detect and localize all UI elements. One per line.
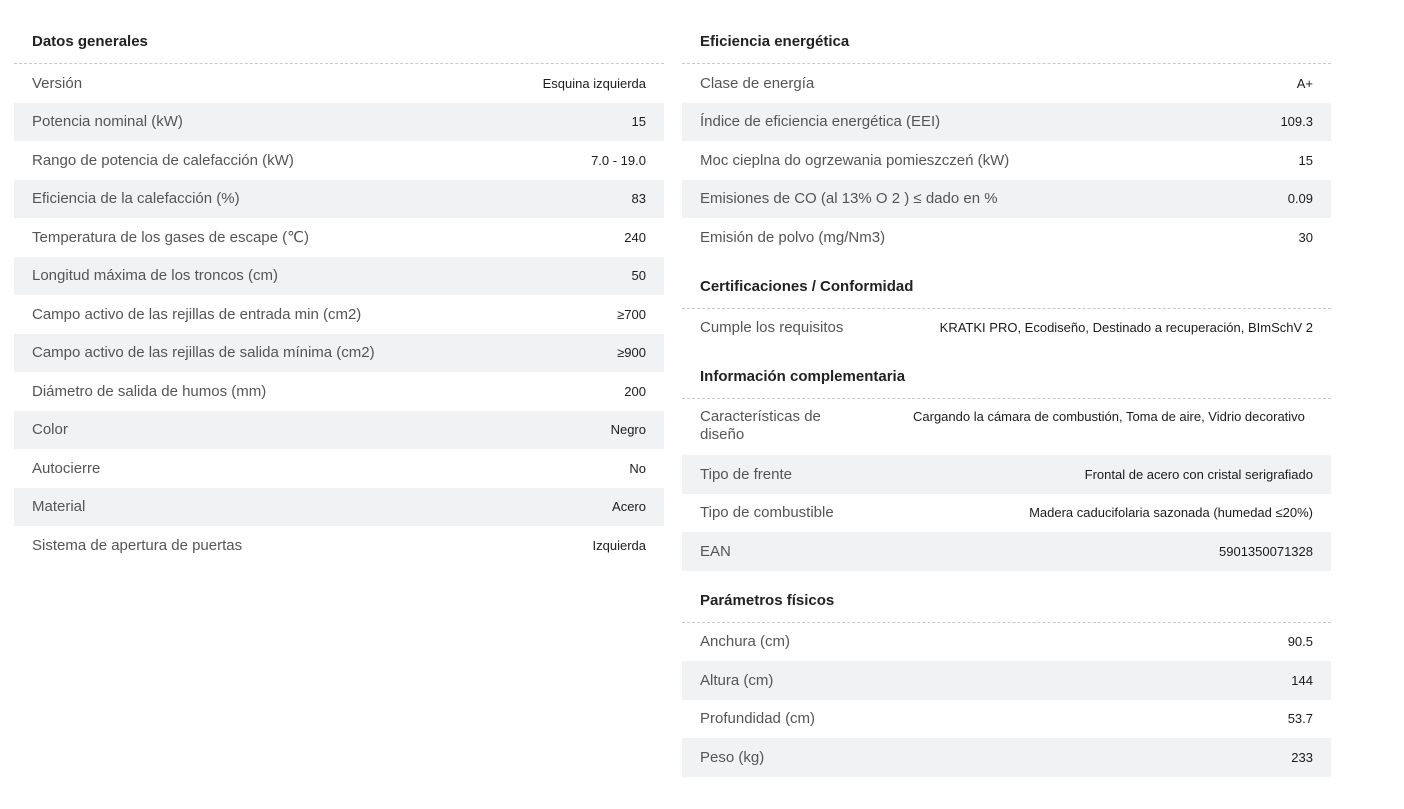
- spec-row-requirements: [682, 309, 1331, 348]
- spec-value: 30: [1298, 229, 1313, 245]
- spec-row-power-range: [14, 141, 664, 180]
- spec-label: Sistema de apertura de puertas: [32, 536, 243, 554]
- spec-row-energy-class: [682, 64, 1331, 103]
- spec-row-ean: [682, 532, 1331, 571]
- spec-label: Peso (kg): [700, 748, 765, 766]
- spec-row-fuel-type: [682, 494, 1331, 533]
- spec-label: Rango de potencia de calefacción (kW): [32, 151, 294, 169]
- spec-value: Madera caducifolaria sazonada (humedad ≤20%): [1029, 505, 1313, 521]
- spec-value: 15: [1298, 152, 1313, 168]
- spec-label: Índice de eficiencia energética (EEI): [700, 113, 941, 131]
- general-data-rows: [14, 64, 664, 565]
- spec-row-design-features: [682, 399, 1331, 455]
- spec-label: Anchura (cm): [700, 633, 791, 651]
- spec-row-height: [682, 661, 1331, 700]
- spec-label: Potencia nominal (kW): [32, 113, 183, 131]
- general-data-section: [14, 22, 664, 565]
- spec-row-version: [14, 64, 664, 103]
- spec-label: Autocierre: [32, 459, 101, 477]
- spec-label: Cumple los requisitos: [700, 319, 844, 337]
- spec-value: 15: [631, 114, 646, 130]
- additional-info-rows: [682, 399, 1331, 571]
- energy-efficiency-section: [682, 22, 1331, 257]
- spec-row-flue-diameter: [14, 372, 664, 411]
- section-title-physical: Parámetros físicos: [682, 581, 1331, 623]
- physical-parameters-section: [682, 581, 1331, 777]
- spec-label: Temperatura de los gases de escape (℃): [32, 229, 309, 247]
- spec-label: Material: [32, 498, 86, 516]
- spec-row-exhaust-temperature: [14, 218, 664, 257]
- spec-label: Moc cieplna do ogrzewania pomieszczeń (kW): [700, 151, 1010, 169]
- spec-row-width: [682, 623, 1331, 662]
- certification-rows: [682, 309, 1331, 348]
- spec-row-color: [14, 411, 664, 450]
- certifications-section: [682, 267, 1331, 348]
- spec-value: Negro: [610, 422, 646, 438]
- spec-label: Altura (cm): [700, 671, 774, 689]
- spec-label: EAN: [700, 542, 731, 560]
- spec-row-front-type: [682, 455, 1331, 494]
- spec-row-nominal-power: [14, 103, 664, 142]
- spec-value: 144: [1291, 672, 1313, 688]
- energy-rows: [682, 64, 1331, 257]
- spec-value: 240: [624, 229, 646, 245]
- spec-value: Acero: [612, 499, 646, 515]
- spec-row-heating-efficiency: [14, 180, 664, 219]
- spec-label: Características de diseño: [700, 408, 821, 443]
- spec-label: Diámetro de salida de humos (mm): [32, 382, 267, 400]
- spec-value: 90.5: [1287, 634, 1313, 650]
- spec-row-room-heating-power: [682, 141, 1331, 180]
- spec-label: Campo activo de las rejillas de entrada min (cm2): [32, 305, 362, 323]
- section-title-additional-info: Información complementaria: [682, 357, 1331, 399]
- spec-value: ≥700: [617, 306, 646, 322]
- additional-info-section: [682, 357, 1331, 571]
- spec-row-door-opening: [14, 526, 664, 565]
- spec-value: Cargando la cámara de combustión, Toma de aire, Vidrio decorativo: [913, 409, 1305, 424]
- spec-row-depth: [682, 700, 1331, 739]
- section-title-energy: Eficiencia energética: [682, 22, 1331, 64]
- spec-row-inlet-grille-area: [14, 295, 664, 334]
- spec-label: Versión: [32, 74, 83, 92]
- spec-value: KRATKI PRO, Ecodiseño, Destinado a recuperación, BImSchV 2: [939, 320, 1313, 336]
- spec-row-eei: [682, 103, 1331, 142]
- spec-label: Campo activo de las rejillas de salida mínima (cm2): [32, 344, 375, 362]
- spec-label: Color: [32, 421, 68, 439]
- spec-label: Longitud máxima de los troncos (cm): [32, 267, 278, 285]
- spec-label: Clase de energía: [700, 74, 815, 92]
- spec-value: ≥900: [617, 345, 646, 361]
- spec-label: Emisión de polvo (mg/Nm3): [700, 228, 886, 246]
- physical-rows: [682, 623, 1331, 777]
- spec-value: 53.7: [1287, 711, 1313, 727]
- spec-value: 233: [1291, 749, 1313, 765]
- spec-row-self-closing: [14, 449, 664, 488]
- spec-value: Izquierda: [592, 537, 646, 553]
- spec-value: 83: [631, 191, 646, 207]
- spec-value: 7.0 - 19.0: [591, 152, 646, 168]
- spec-value: No: [629, 460, 646, 476]
- spec-value: 109.3: [1280, 114, 1313, 130]
- spec-row-co-emissions: [682, 180, 1331, 219]
- specs-right-column: [682, 22, 1331, 777]
- section-title-certifications: Certificaciones / Conformidad: [682, 267, 1331, 309]
- spec-value: Frontal de acero con cristal serigrafiado: [1084, 466, 1313, 482]
- spec-row-max-log-length: [14, 257, 664, 296]
- spec-value: 50: [631, 268, 646, 284]
- section-title-general: Datos generales: [14, 22, 664, 64]
- spec-value: 200: [624, 383, 646, 399]
- spec-row-dust-emission: [682, 218, 1331, 257]
- spec-row-outlet-grille-area: [14, 334, 664, 373]
- spec-row-weight: [682, 738, 1331, 777]
- spec-label: Tipo de frente: [700, 465, 792, 483]
- spec-row-material: [14, 488, 664, 527]
- spec-value: A+: [1296, 75, 1313, 91]
- spec-label: Eficiencia de la calefacción (%): [32, 190, 240, 208]
- spec-value: Esquina izquierda: [542, 75, 646, 91]
- spec-label: Emisiones de CO (al 13% O 2 ) ≤ dado en %: [700, 190, 998, 208]
- spec-value: 5901350071328: [1219, 543, 1313, 559]
- spec-value: 0.09: [1287, 191, 1313, 207]
- spec-label: Profundidad (cm): [700, 710, 816, 728]
- general-data-column: [14, 22, 664, 565]
- spec-label: Tipo de combustible: [700, 504, 834, 522]
